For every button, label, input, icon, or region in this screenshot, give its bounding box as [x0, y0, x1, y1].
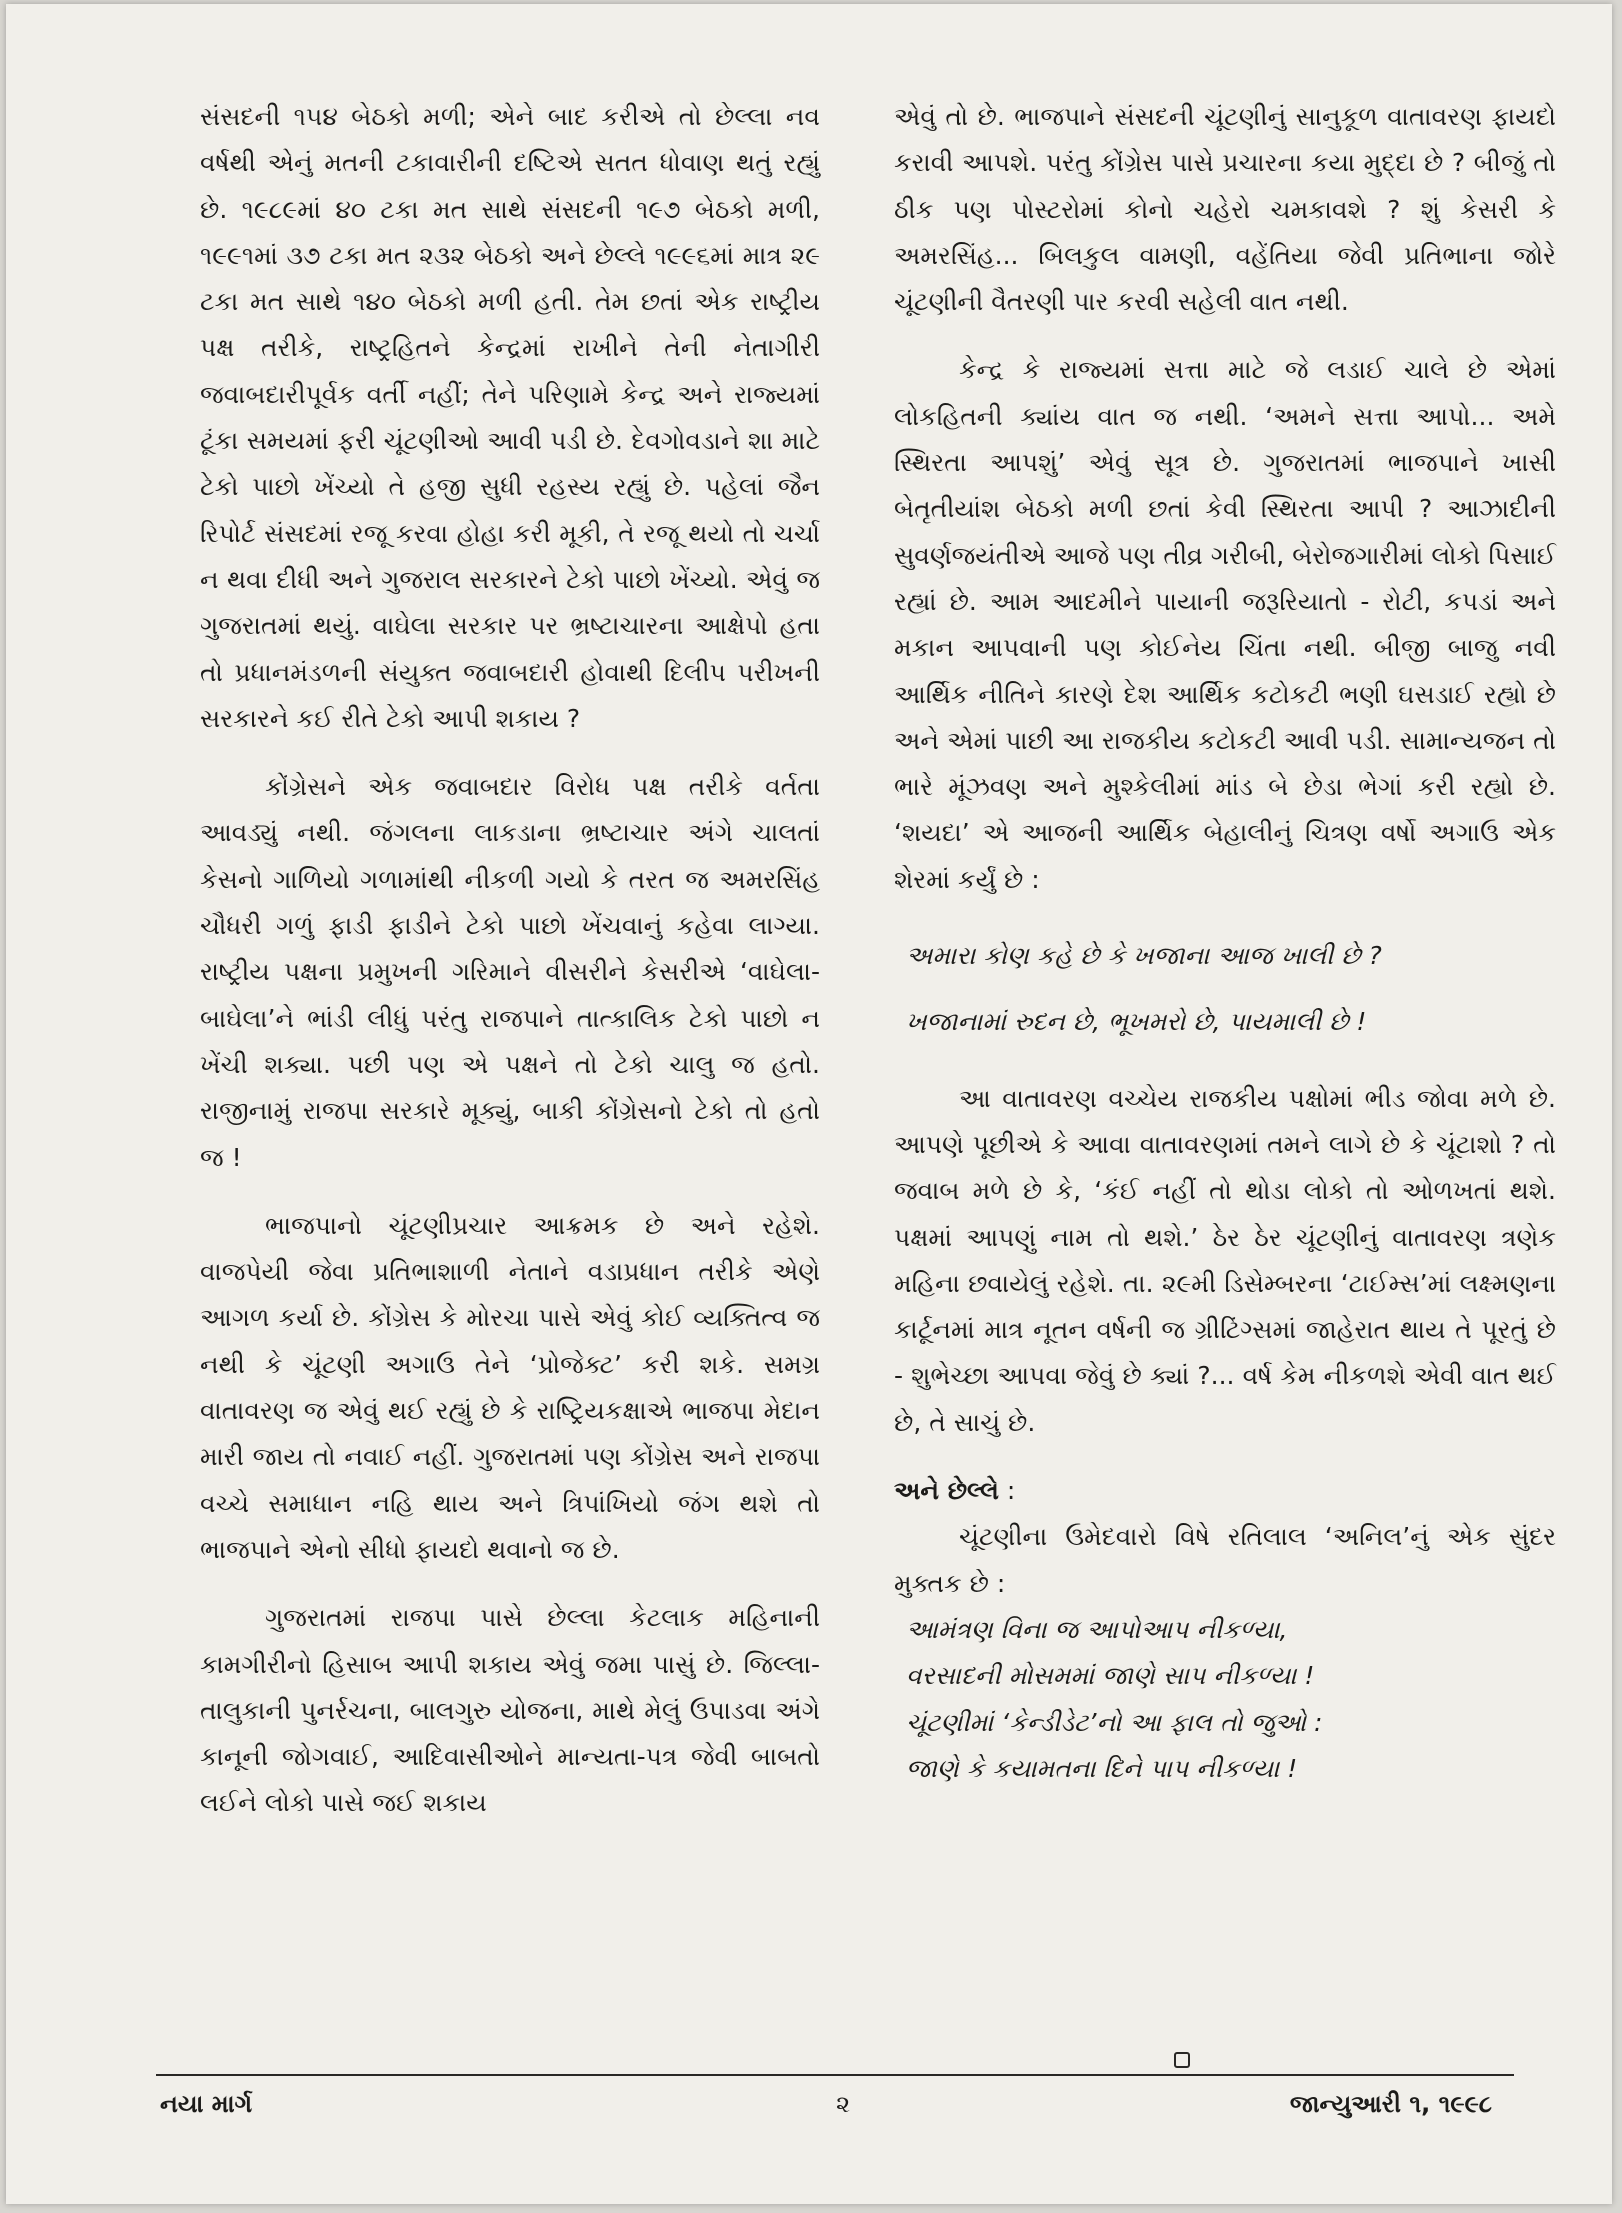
- publication-name: નયા માર્ગ: [160, 2090, 253, 2118]
- footer-rule: [156, 2074, 1514, 2076]
- muktak-line: વરસાદની મોસમમાં જાણે સાપ નીકળ્યા !: [906, 1661, 1315, 1691]
- paragraph: ભાજપાનો ચૂંટણીપ્રચાર આક્રમક છે અને રહેશે. વાજપેયી જેવા પ્રતિભાશાળી નેતાને વડાપ્રધાન તરીકે એણે આગળ કર્યા છે. કોંગ્રેસ કે મોરચા પાસે એવું કોઈ વ્યક્તિત્વ જ નથી કે ચૂંટણી અગાઉ તેને ‘પ્રોજેક્ટ’ કરી શકે. સમગ્ર વાતાવરણ જ એવું થઈ રહ્યું છે કે રાષ્ટ્રિયકક્ષાએ ભાજપા મેદાન મારી જાય તો નવાઈ નહીં. ગુજરાતમાં પણ કોંગ્રેસ અને રાજપા વચ્ચે સમાધાન નહિ થાય અને ત્રિપાંખિયો જંગ થશે તો ભાજપાને એનો સીધો ફાયદો થવાનો જ છે.: [200, 1210, 820, 1564]
- page-number: ૨: [836, 2090, 851, 2118]
- couplet: [894, 933, 1556, 1046]
- muktak-line: આમંત્રણ વિના જ આપોઆપ નીકળ્યા,: [906, 1614, 1288, 1644]
- couplet-line: ખજાનામાં રુદન છે, ભૂખમરો છે, પાયમાલી છે !: [906, 1007, 1367, 1037]
- paragraph: કોંગ્રેસને એક જવાબદાર વિરોધ પક્ષ તરીકે વર્તતા આવડ્યું નથી. જંગલના લાકડાના ભ્રષ્ટાચાર અંગે ચાલતાં કેસનો ગાળિયો ગળામાંથી નીકળી ગયો કે તરત જ અમરસિંહ ચૌધરી ગળું ફાડી ફાડીને ટેકો પાછો ખેંચવાનું કહેવા લાગ્યા. રાષ્ટ્રીય પક્ષના પ્રમુખની ગરિમાને વીસરીને કેસરીએ ‘વાઘેલા-બાઘેલા’ને ભાંડી લીધું પરંતુ રાજપાને તાત્કાલિક ટેકો પાછો ન ખેંચી શક્યા. પછી પણ એ પક્ષને તો ટેકો ચાલુ જ હતો. રાજીનામું રાજપા સરકારે મૂક્યું, બાકી કોંગ્રેસનો ટેકો તો હતો જ !: [200, 772, 820, 1172]
- paragraph: આ વાતાવરણ વચ્ચેય રાજકીય પક્ષોમાં ભીડ જોવા મળે છે. આપણે પૂછીએ કે આવા વાતાવરણમાં તમને લાગે છે કે ચૂંટાશો ? તો જવાબ મળે છે કે, ‘કંઈ નહીં તો થોડા લોકો તો ઓળખતાં થશે. પક્ષમાં આપણું નામ તો થશે.’ ઠેર ઠેર ચૂંટણીનું વાતાવરણ ત્રણેક મહિના છવાયેલું રહેશે. તા. ૨૯મી ડિસેમ્બરના ‘ટાઈમ્સ’માં લક્ષ્મણના કાર્ટૂનમાં માત્ર નૂતન વર્ષની જ ગ્રીટિંગ્સમાં જાહેરાત થાય તે પૂરતું છે - શુભેચ્છા આપવા જેવું છે ક્યાં ?... વર્ષ કેમ નીકળશે એવી વાત થઈ છે, તે સાચું છે.: [894, 1083, 1556, 1437]
- paragraph: એવું તો છે. ભાજપાને સંસદની ચૂંટણીનું સાનુકૂળ વાતાવરણ ફાયદો કરાવી આપશે. પરંતુ કોંગ્રેસ પાસે પ્રચારના કયા મુદ્દા છે ? બીજું તો ઠીક પણ પોસ્ટરોમાં કોનો ચહેરો ચમકાવશે ? શું કેસરી કે અમરસિંહ... બિલકુલ વામણી, વહેંતિયા જેવી પ્રતિભાના જોરે ચૂંટણીની વૈતરણી પાર કરવી સહેલી વાત નથી.: [894, 102, 1556, 317]
- issue-date: જાન્યુઆરી ૧, ૧૯૯૮: [1289, 2090, 1492, 2118]
- couplet-line: અમારા કોણ કહે છે કે ખજાના આજ ખાલી છે ?: [906, 941, 1382, 971]
- muktak-line: જાણે કે કયામતના દિને પાપ નીકળ્યા !: [906, 1753, 1298, 1783]
- left-column: [200, 94, 820, 1827]
- paragraph: કેન્દ્ર કે રાજ્યમાં સત્તા માટે જે લડાઈ ચાલે છે એમાં લોકહિતની ક્યાંય વાત જ નથી. ‘અમને સત્તા આપો... અમે સ્થિરતા આપશું’ એવું સૂત્ર છે. ગુજરાતમાં ભાજપાને ખાસી બેતૃતીયાંશ બેઠકો મળી છતાં કેવી સ્થિરતા આપી ? આઝાદીની સુવર્ણજયંતીએ આજે પણ તીવ્ર ગરીબી, બેરોજગારીમાં લોકો પિસાઈ રહ્યાં છે. આમ આદમીને પાયાની જરૂરિયાતો - રોટી, કપડાં અને મકાન આપવાની પણ કોઈનેય ચિંતા નથી. બીજી બાજુ નવી આર્થિક નીતિને કારણે દેશ આર્થિક કટોકટી ભણી ઘસડાઈ રહ્યો છે અને એમાં પાછી આ રાજકીય કટોકટી આવી પડી. સામાન્યજન તો ભારે મૂંઝવણ અને મુશ્કેલીમાં માંડ બે છેડા ભેગાં કરી રહ્યો છે. ‘શયદા’ એ આજની આર્થિક બેહાલીનું ચિત્રણ વર્ષો અગાઉ એક શેરમાં કર્યું છે :: [894, 355, 1556, 894]
- paragraph: સંસદની ૧૫૪ બેઠકો મળી; એને બાદ કરીએ તો છેલ્લા નવ વર્ષથી એનું મતની ટકાવારીની દષ્ટિએ સતત ધોવાણ થતું રહ્યું છે. ૧૯૮૯માં ૪૦ ટકા મત સાથે સંસદની ૧૯૭ બેઠકો મળી, ૧૯૯૧માં ૩૭ ટકા મત ૨૩૨ બેઠકો અને છેલ્લે ૧૯૯૬માં માત્ર ૨૯ ટકા મત સાથે ૧૪૦ બેઠકો મળી હતી. તેમ છતાં એક રાષ્ટ્રીય પક્ષ તરીકે, રાષ્ટ્રહિતને કેન્દ્રમાં રાખીને તેની નેતાગીરી જવાબદારીપૂર્વક વર્તી નહીં; તેને પરિણામે કેન્દ્ર અને રાજ્યમાં ટૂંકા સમયમાં ફરી ચૂંટણીઓ આવી પડી છે. દેવગોવડાને શા માટે ટેકો પાછો ખેંચ્યો તે હજી સુધી રહસ્ય રહ્યું છે. પહેલાં જૈન રિપોર્ટ સંસદમાં રજૂ કરવા હોહા કરી મૂકી, તે રજૂ થયો તો ચર્ચા ન થવા દીધી અને ગુજરાલ સરકારને ટેકો પાછો ખેંચ્યો. એવું જ ગુજરાતમાં થયું. વાઘેલા સરકાર પર ભ્રષ્ટાચારના આક્ષેપો હતા તો પ્રધાનમંડળની સંયુક્ત જવાબદારી હોવાથી દિલીપ પરીખની સરકારને કઈ રીતે ટેકો આપી શકાય ?: [200, 102, 820, 733]
- end-of-article-icon: [1174, 2052, 1190, 2068]
- right-column: [894, 94, 1556, 1792]
- paragraph: ગુજરાતમાં રાજપા પાસે છેલ્લા કેટલાક મહિનાની કામગીરીનો હિસાબ આપી શકાય એવું જમા પાસું છે. જિલ્લા-તાલુકાની પુનર્રચના, બાલગુરુ યોજના, માથે મેલું ઉપાડવા અંગે કાનૂની જોગવાઈ, આદિવાસીઓને માન્યતા-પત્ર જેવી બાબતો લઈને લોકો પાસે જઈ શકાય: [200, 1603, 820, 1818]
- closing-heading-line: [894, 1468, 1556, 1514]
- magazine-page: [6, 4, 1612, 2204]
- closing-colon: :: [998, 1476, 1016, 1506]
- paragraph: ચૂંટણીના ઉમેદવારો વિષે રતિલાલ ‘અનિલ’નું એક સુંદર મુક્તક છે :: [894, 1522, 1556, 1598]
- closing-heading: અને છેલ્લે: [894, 1476, 999, 1506]
- muktak: [894, 1607, 1556, 1792]
- muktak-line: ચૂંટણીમાં ‘કેન્ડીડેટ’નો આ ફાલ તો જુઓ :: [906, 1707, 1323, 1737]
